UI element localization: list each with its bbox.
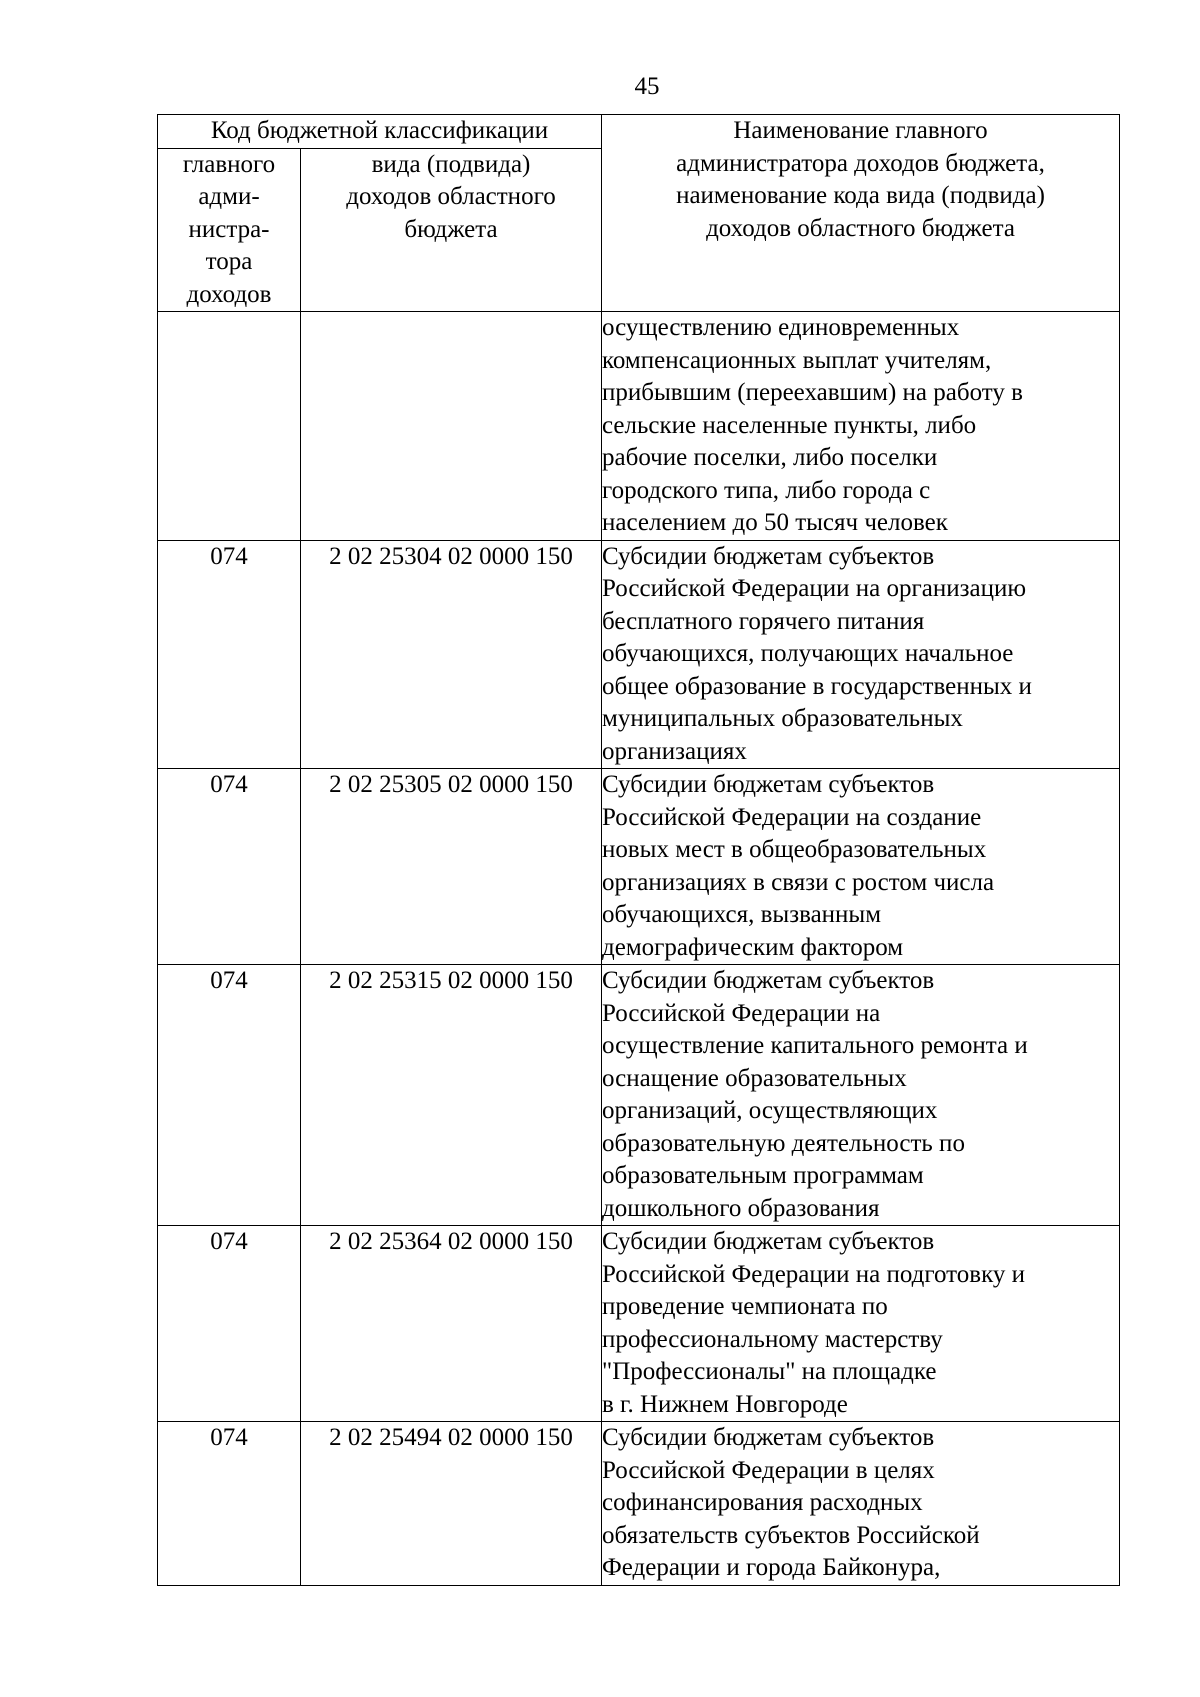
description-line: дошкольного образования — [602, 1194, 880, 1222]
description-line: Российской Федерации на подготовку и — [602, 1260, 1025, 1288]
description-line: обязательств субъектов Российской — [602, 1521, 980, 1549]
description-line: Субсидии бюджетам субъектов — [602, 771, 935, 798]
description-line: рабочие поселки, либо поселки — [602, 444, 938, 471]
description-line: оснащение образовательных — [602, 1064, 907, 1092]
admin-code-cell: 074 — [158, 540, 301, 769]
header-admin-line: тора — [205, 248, 253, 275]
table-row — [158, 1226, 1120, 1422]
header-name-line: доходов областного бюджета — [706, 214, 1015, 242]
description-cell — [602, 1422, 1120, 1586]
income-code-cell — [301, 312, 602, 541]
income-code-cell: 2 02 25494 02 0000 150 — [301, 1422, 602, 1586]
header-admin-line: главного — [182, 150, 276, 178]
table-header — [158, 115, 1120, 312]
header-kind-line: вида (подвида) — [371, 150, 531, 178]
description-line: Субсидии бюджетам субъектов — [602, 542, 935, 570]
table-row — [158, 540, 1120, 769]
admin-code-cell: 074 — [158, 1422, 301, 1586]
table-row — [158, 965, 1120, 1226]
description-line: муниципальных образовательных — [602, 705, 963, 732]
description-cell — [602, 1226, 1120, 1422]
header-name-line: Наименование главного — [733, 117, 988, 144]
description-line: образовательную деятельность по — [602, 1129, 965, 1157]
header-kind-line: бюджета — [404, 215, 498, 243]
description-line: Российской Федерации на — [602, 999, 881, 1027]
description-line: организаций, осуществляющих — [602, 1097, 938, 1124]
table-body — [158, 312, 1120, 1586]
description-line: демографическим фактором — [602, 933, 904, 961]
budget-classification-table — [157, 114, 1120, 1586]
page-number — [0, 72, 1200, 102]
description-line: общее образование в государственных и — [602, 672, 1032, 700]
description-line: профессиональному мастерству — [602, 1325, 943, 1353]
header-name-column — [602, 115, 1120, 312]
description-line: организациях — [602, 737, 747, 765]
admin-code-cell: 074 — [158, 965, 301, 1226]
description-cell — [602, 769, 1120, 965]
income-code-cell: 2 02 25305 02 0000 150 — [301, 769, 602, 965]
description-line: проведение чемпионата по — [602, 1293, 888, 1320]
description-line: Субсидии бюджетам субъектов — [602, 1424, 935, 1451]
header-admin-line: нистра- — [188, 215, 270, 243]
description-cell — [602, 312, 1120, 541]
description-line: обучающихся, получающих начальное — [602, 640, 1014, 667]
description-line: организациях в связи с ростом числа — [602, 868, 995, 896]
admin-code-cell: 074 — [158, 1226, 301, 1422]
description-line: компенсационных выплат учителям, — [602, 346, 992, 374]
header-kind-column — [301, 148, 602, 312]
description-line: осуществлению единовременных — [602, 314, 960, 341]
description-line: новых мест в общеобразовательных — [602, 836, 987, 863]
description-line: осуществление капитального ремонта и — [602, 1032, 1028, 1059]
income-code-cell: 2 02 25364 02 0000 150 — [301, 1226, 602, 1422]
page-number-text: 45 — [634, 73, 660, 100]
description-line: софинансирования расходных — [602, 1489, 923, 1516]
header-admin-line: адми- — [198, 183, 260, 210]
income-code-cell: 2 02 25315 02 0000 150 — [301, 965, 602, 1226]
description-cell — [602, 540, 1120, 769]
admin-code-cell — [158, 312, 301, 541]
table-row — [158, 769, 1120, 965]
header-admin-column — [158, 148, 301, 312]
income-code-cell: 2 02 25304 02 0000 150 — [301, 540, 602, 769]
description-line: прибывшим (переехавшим) на работу в — [602, 379, 1023, 406]
header-kind-line: доходов областного — [346, 183, 556, 210]
description-line: образовательным программам — [602, 1162, 924, 1189]
admin-code-cell: 074 — [158, 769, 301, 965]
description-line: Российской Федерации на организацию — [602, 575, 1027, 602]
description-line: Российской Федерации в целях — [602, 1456, 935, 1484]
description-line: обучающихся, вызванным — [602, 901, 882, 928]
description-line: Российской Федерации на создание — [602, 803, 982, 831]
description-line: Субсидии бюджетам субъектов — [602, 967, 935, 994]
description-line: Субсидии бюджетам субъектов — [602, 1228, 935, 1255]
table-row — [158, 312, 1120, 541]
header-classification-code: Код бюджетной классификации — [158, 115, 602, 149]
header-name-line: администратора доходов бюджета, — [676, 149, 1045, 177]
description-line: населением до 50 тысяч человек — [602, 509, 948, 536]
description-line: Федерации и города Байконура, — [602, 1554, 941, 1581]
description-line: в г. Нижнем Новгороде — [602, 1390, 848, 1418]
header-name-line: наименование кода вида (подвида) — [676, 182, 1045, 209]
description-line: бесплатного горячего питания — [602, 607, 925, 635]
table-row — [158, 1422, 1120, 1586]
description-cell — [602, 965, 1120, 1226]
description-line: "Профессионалы" на площадке — [602, 1358, 937, 1385]
description-line: сельские населенные пункты, либо — [602, 411, 977, 439]
description-line: городского типа, либо города с — [602, 476, 931, 504]
header-admin-line: доходов — [186, 280, 272, 308]
